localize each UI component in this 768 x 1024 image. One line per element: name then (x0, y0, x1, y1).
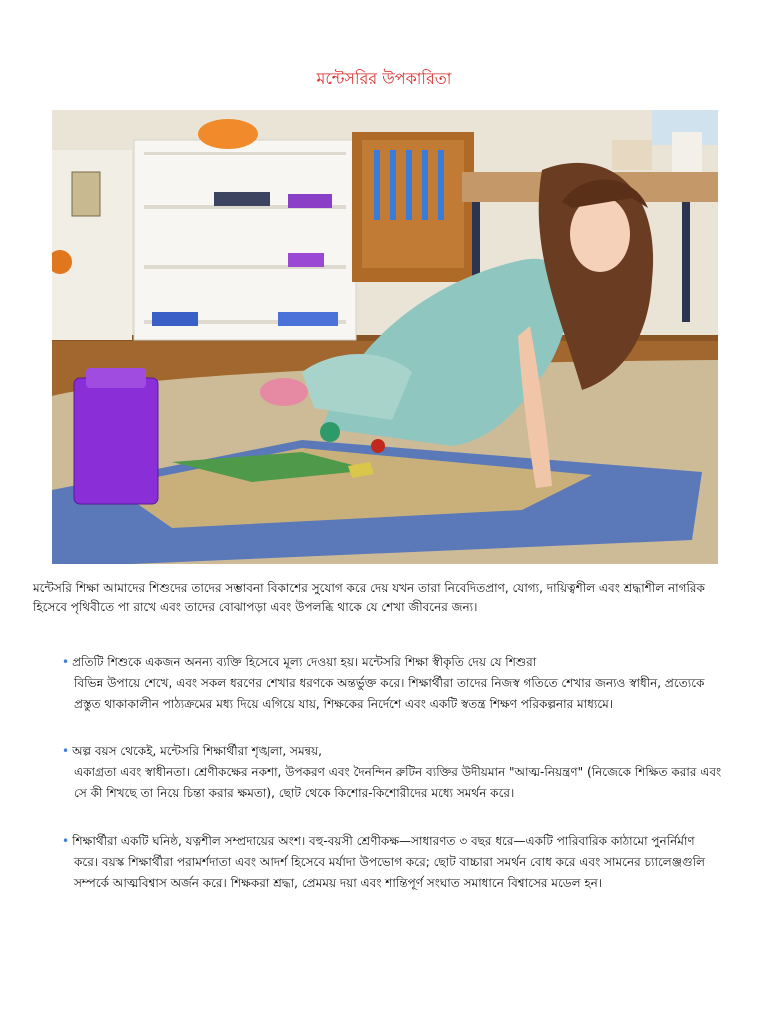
list-item (62, 741, 732, 804)
list-item (62, 831, 732, 894)
list-item-continuation: করে। বয়স্ক শিক্ষার্থীরা পরামর্শদাতা এবং আদর্শ হিসেবে মর্যাদা উপভোগ করে; ছোট বাচ্চারা সমর্থন বোধ করে এবং সামনের চ্যালেঞ্জগুলি সম্পর্কে আত্মবিশ্বাস অর্জন করে। শিক্ষকরা শ্রদ্ধা, প্রেমময় দয়া এবং শান্তিপূর্ণ সংঘাত সমাধানে বিশ্বাসের মডেল হন। (74, 855, 705, 890)
list-item-first-line: অল্প বয়স থেকেই, মন্টেসরি শিক্ষার্থীরা শৃঙ্খলা, সমন্বয়, (72, 744, 322, 758)
page-title: মন্টেসরির উপকারিতা (316, 69, 452, 88)
bullet-icon: • (62, 655, 70, 669)
intro-paragraph: মন্টেসরি শিক্ষা আমাদের শিশুদের তাদের সম্ভাবনা বিকাশের সুযোগ করে দেয় যখন তারা নিবেদিতপ্রাণ, যোগ্য, দায়িত্বশীল এবং শ্রদ্ধাশীল নাগরিক হিসেবে পৃথিবীতে পা রাখে এবং তাদের বোঝাপড়া এবং উপলব্ধি থাকে যে শেখা জীবনের জন্য। (33, 581, 705, 614)
list-item-continuation: বিভিন্ন উপায়ে শেখে, এবং সকল ধরণের শেখার ধরণকে অন্তর্ভুক্ত করে। শিক্ষার্থীরা তাদের নিজস্ব গতিতে শেখার জন্যও স্বাধীন, প্রত্যেকে প্রস্তুত থাকাকালীন পাঠ্যক্রমের মধ্য দিয়ে এগিয়ে যায়, শিক্ষকের নির্দেশে এবং একটি স্বতন্ত্র শিক্ষণ পরিকল্পনার মাধ্যমে। (74, 676, 705, 711)
list-item-first-line: শিক্ষার্থীরা একটি ঘনিষ্ঠ, যত্নশীল সম্প্রদায়ের অংশ। বহু-বয়সী শ্রেণীকক্ষ—সাধারণত ৩ বছর ধরে—একটি পারিবারিক কাঠামো পুনর্নির্মাণ (72, 834, 695, 848)
bullet-icon: • (62, 744, 70, 758)
classroom-photo-illustration (52, 110, 718, 564)
bullet-icon: • (62, 834, 70, 848)
classroom-photo (52, 110, 718, 564)
list-item-continuation: একাগ্রতা এবং স্বাধীনতা। শ্রেণীকক্ষের নকশা, উপকরণ এবং দৈনন্দিন রুটিন ব্যক্তির উদীয়মান "আত্ম-নিয়ন্ত্রণ" (নিজেকে শিক্ষিত করার এবং সে কী শিখছে তা নিয়ে চিন্তা করার ক্ষমতা), ছোট থেকে কিশোর-কিশোরীদের মধ্যে সমর্থন করে। (74, 765, 722, 800)
list-item-first-line: প্রতিটি শিশুকে একজন অনন্য ব্যক্তি হিসেবে মূল্য দেওয়া হয়। মন্টেসরি শিক্ষা স্বীকৃতি দেয় যে শিশুরা (72, 655, 537, 669)
list-item (62, 652, 732, 715)
